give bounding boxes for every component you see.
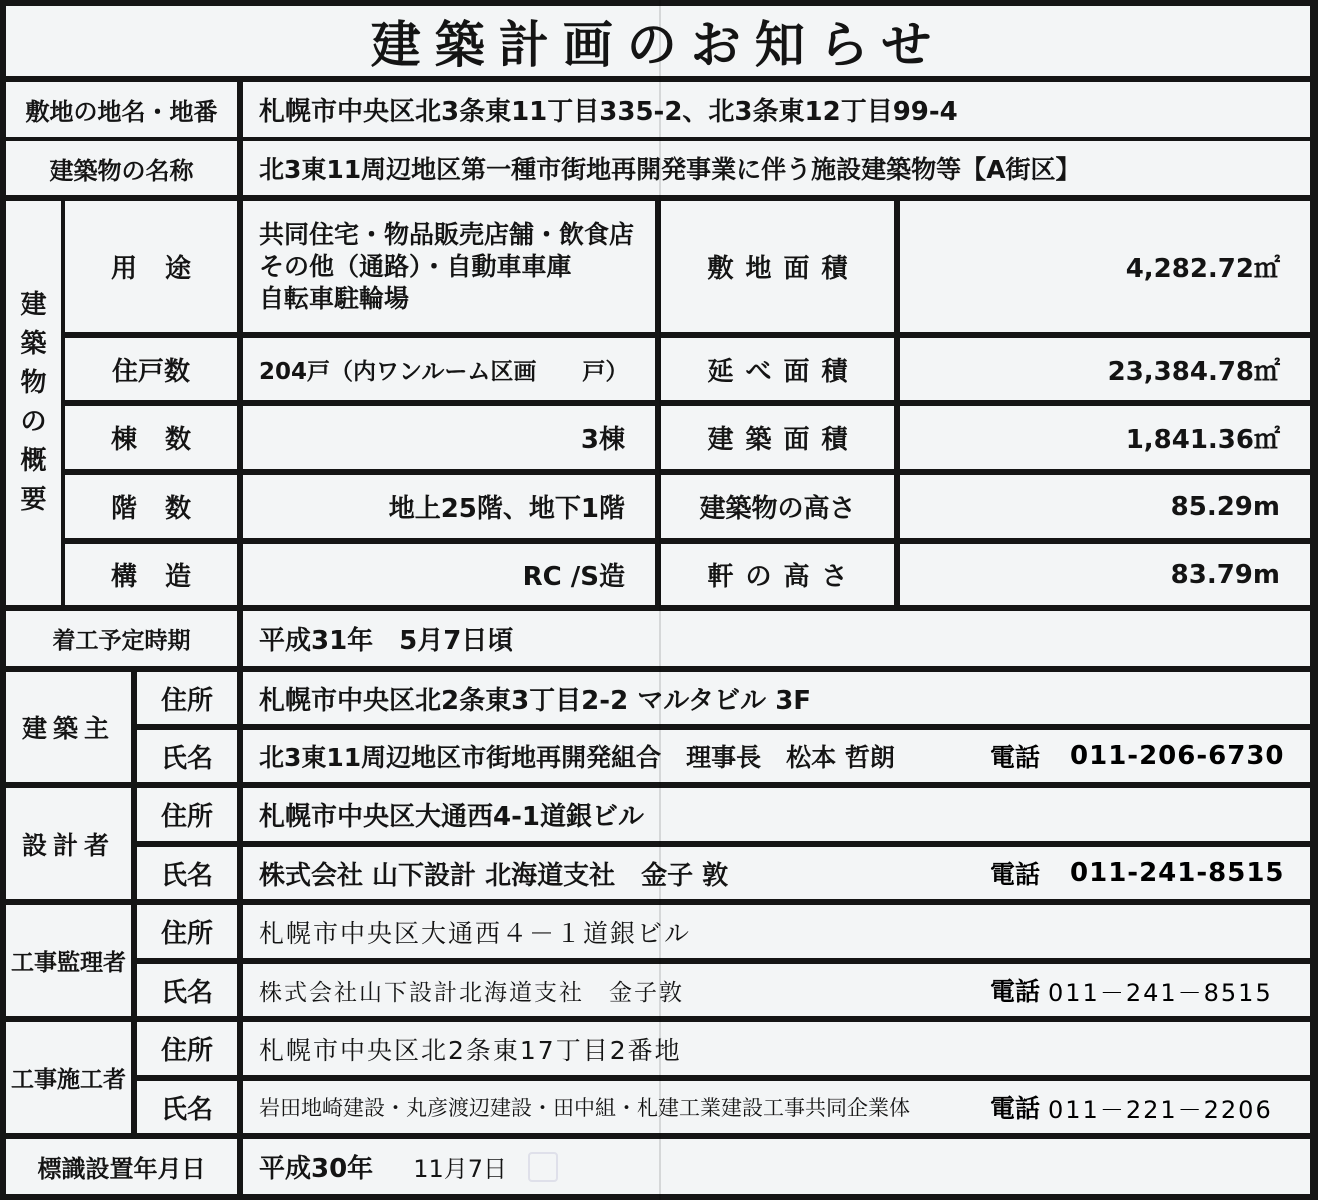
building-area-label: 建築面積 [661, 406, 894, 469]
faded-sticker [528, 1152, 558, 1182]
overview-char: 概 [20, 446, 47, 476]
units-label: 住戸数 [65, 338, 237, 400]
contractor-name: 岩田地崎建設・丸彦渡辺建設・田中組・札建工業建設工事共同企業体 [259, 1096, 910, 1120]
designer-tel-number: 011-241-8515 [1070, 858, 1285, 888]
site-area-value: 4,282.72㎡ [900, 201, 1310, 332]
overview-section-label [6, 201, 61, 605]
designer-label: 設計者 [6, 788, 131, 899]
designer-name: 株式会社 山下設計 北海道支社 金子 敦 [259, 860, 729, 891]
owner-address-label: 住所 [137, 672, 237, 724]
site-value: 札幌市中央区北3条東11丁目335-2、北3条東12丁目99-4 [243, 82, 1310, 137]
sign-date-value [243, 1139, 1310, 1194]
owner-label: 建築主 [6, 672, 131, 782]
eave-height-value: 83.79m [900, 544, 1310, 605]
overview-char: 建 [20, 290, 47, 320]
designer-tel-label: 電話 [990, 860, 1041, 889]
start-value: 平成31年 5月7日頃 [243, 611, 1310, 666]
use-line: 自転車駐輪場 [259, 283, 410, 313]
supervisor-label: 工事監理者 [6, 905, 131, 1016]
sign-date-day: 11月7日 [413, 1155, 507, 1183]
contractor-label: 工事施工者 [6, 1022, 131, 1133]
contractor-address: 札幌市中央区北2条東17丁目2番地 [243, 1022, 1310, 1075]
owner-name-label: 氏名 [137, 730, 237, 782]
supervisor-tel-number: 011－241－8515 [1048, 978, 1273, 1007]
overview-char: の [20, 407, 47, 437]
units-value: 204戸（内ワンルーム区画 戸） [243, 338, 655, 400]
owner-tel-label: 電話 [990, 743, 1041, 772]
supervisor-address: 札幌市中央区大通西４－１道銀ビル [243, 905, 1310, 958]
contractor-tel-label: 電話 [990, 1094, 1041, 1123]
supervisor-tel-label: 電話 [990, 977, 1041, 1006]
total-floor-area-value: 23,384.78㎡ [900, 338, 1310, 400]
height-value: 85.29m [900, 475, 1310, 538]
floors-value: 地上25階、地下1階 [243, 475, 655, 538]
use-value [243, 201, 655, 332]
overview-char: 物 [20, 368, 47, 398]
height-label: 建築物の高さ [661, 475, 894, 538]
owner-tel [990, 730, 1285, 782]
building-area-value: 1,841.36㎡ [900, 406, 1310, 469]
buildings-value: 3棟 [243, 406, 655, 469]
structure-value: RC /S造 [243, 544, 655, 605]
use-label: 用途 [65, 201, 237, 332]
use-line: 共同住宅・物品販売店舗・飲食店 [259, 219, 635, 249]
contractor-address-label: 住所 [137, 1022, 237, 1075]
supervisor-tel [990, 964, 1273, 1016]
sign-date-era: 平成30年 [259, 1154, 374, 1184]
contractor-tel-number: 011－221－2206 [1048, 1095, 1273, 1124]
overview-char: 要 [20, 485, 47, 515]
notice-title: 建築計画のお知らせ [6, 6, 1310, 76]
supervisor-name-label: 氏名 [137, 964, 237, 1016]
building-name-label: 建築物の名称 [6, 141, 237, 195]
supervisor-address-label: 住所 [137, 905, 237, 958]
buildings-label: 棟数 [65, 406, 237, 469]
owner-address: 札幌市中央区北2条東3丁目2-2 マルタビル 3F [243, 672, 1310, 724]
contractor-name-label: 氏名 [137, 1081, 237, 1133]
building-name-value: 北3東11周辺地区第一種市街地再開発事業に伴う施設建築物等【A街区】 [243, 141, 1310, 195]
supervisor-name: 株式会社山下設計北海道支社 金子敦 [259, 979, 684, 1006]
use-line: その他（通路）・自動車車庫 [259, 251, 572, 281]
designer-address: 札幌市中央区大通西4-1道銀ビル [243, 788, 1310, 841]
sign-date-label: 標識設置年月日 [6, 1139, 237, 1194]
site-area-label: 敷地面積 [661, 201, 894, 332]
owner-name: 北3東11周辺地区市街地再開発組合 理事長 松本 哲朗 [259, 743, 895, 772]
structure-label: 構造 [65, 544, 237, 605]
floors-label: 階数 [65, 475, 237, 538]
overview-char: 築 [20, 329, 47, 359]
panel-seam [659, 0, 661, 1200]
total-floor-area-label: 延べ面積 [661, 338, 894, 400]
designer-address-label: 住所 [137, 788, 237, 841]
designer-name-label: 氏名 [137, 847, 237, 899]
contractor-tel [990, 1081, 1273, 1133]
start-label: 着工予定時期 [6, 611, 237, 666]
site-label: 敷地の地名・地番 [6, 82, 237, 137]
designer-tel [990, 847, 1285, 899]
eave-height-label: 軒の高さ [661, 544, 894, 605]
owner-tel-number: 011-206-6730 [1070, 741, 1285, 771]
